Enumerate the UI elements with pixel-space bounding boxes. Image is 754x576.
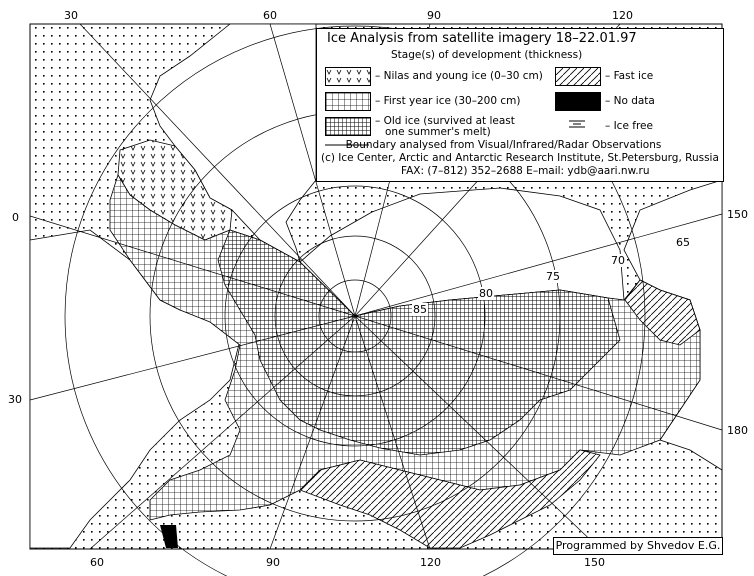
boundary-label: – Boundary analysed from Visual/Infrared/Radar Observations	[337, 139, 662, 151]
legend-subtitle: Stage(s) of development (thickness)	[391, 49, 583, 61]
top-label-30: 30	[64, 9, 78, 22]
right-label-180: 180	[727, 424, 748, 437]
lat-label-85: 85	[413, 303, 427, 316]
bottom-label-60: 60	[90, 556, 104, 569]
lat-label-65: 65	[676, 236, 690, 249]
top-label-120: 120	[612, 9, 633, 22]
legend	[316, 28, 724, 182]
legend-title: Ice Analysis from satellite imagery 18–22.01.97	[327, 31, 637, 46]
old-ice-label-1: – Old ice (survived at least	[375, 115, 515, 127]
fast-ice-label: – Fast ice	[605, 70, 654, 82]
no-data-label: – No data	[605, 95, 655, 107]
bottom-label-90: 90	[266, 556, 280, 569]
ice-free-symbol	[565, 117, 589, 131]
contact-line: FAX: (7–812) 352–2688 E–mail: ydb@aari.nw.ru	[401, 165, 650, 177]
right-label-150: 150	[727, 208, 748, 221]
programmer-credit: Programmed by Shvedov E.G.	[553, 537, 723, 555]
old-ice-label-2: one summer's melt)	[385, 126, 491, 138]
left-label-30: 30	[8, 393, 22, 406]
nilas-label: – Nilas and young ice (0–30 cm)	[375, 70, 543, 82]
ice-free-label: – Ice free	[605, 120, 653, 132]
top-label-90: 90	[427, 9, 441, 22]
lat-label-80: 80	[479, 287, 493, 300]
bottom-label-150: 150	[584, 556, 605, 569]
nilas-swatch	[325, 67, 371, 86]
institute-line: (c) Ice Center, Arctic and Antarctic Research Institute, St.Petersburg, Russia	[321, 152, 719, 164]
bottom-label-120: 120	[420, 556, 441, 569]
left-label-0: 0	[12, 211, 19, 224]
old-ice-swatch	[325, 117, 371, 136]
fast-ice-swatch	[555, 67, 601, 86]
lat-label-70: 70	[611, 254, 625, 267]
top-label-60: 60	[263, 9, 277, 22]
first-year-label: – First year ice (30–200 cm)	[375, 95, 521, 107]
no-data-swatch	[555, 92, 601, 111]
lat-label-75: 75	[546, 270, 560, 283]
first-year-swatch	[325, 92, 371, 111]
